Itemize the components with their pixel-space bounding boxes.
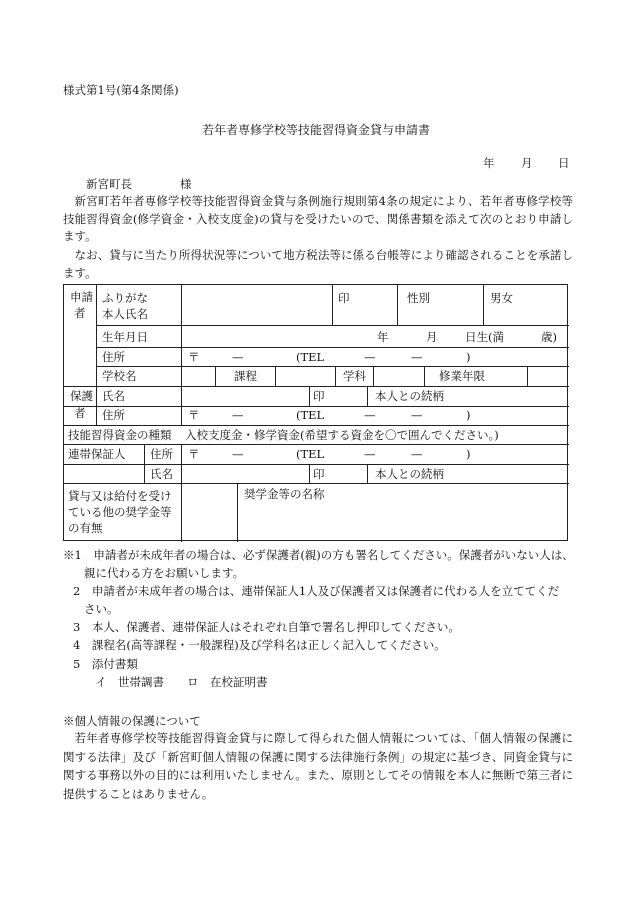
guardian-tel-dash-1: — (364, 408, 376, 422)
application-form-table (63, 284, 568, 541)
privacy-body: 若年者専修学校等技能習得資金貸与に際して得られた個人情報については、「個人情報の保護に関する法律」及び「新宮町個人情報の保護に関する法律施行条例」の規定に基づき、同資金貸与に関する事務以外の目的には利用いたしません。また、原則としてその情報を本人に無断で第三者に提供することはありません。 (63, 731, 573, 801)
date-year-label: 年 (483, 156, 495, 170)
gender-value: 男女 (490, 291, 513, 305)
note-5: 5 添付書類 (73, 657, 138, 671)
note-2-line-2: さい。 (84, 602, 119, 616)
guarantor-address-label: 住所 (150, 447, 173, 461)
note-3: 3 本人、保護者、連帯保証人はそれぞれ自筆で署名し押印してください。 (73, 620, 460, 634)
guardian-label-2: 者 (74, 406, 86, 420)
furigana-label: ふりがな (102, 291, 148, 305)
guarantor-tel-open: (TEL (296, 447, 325, 461)
tel-open: (TEL (296, 350, 325, 364)
guardian-name-label: 氏名 (102, 389, 125, 403)
age-unit-label: 歳) (541, 330, 557, 344)
course-label: 課程 (234, 369, 257, 383)
note-1-line-1: ※1 申請者が未成年者の場合は、必ず保護者(親)の方も署名してください。保護者がいない人は、 (63, 548, 574, 562)
attachments-list: イ 世帯調書 ロ 在校証明書 (95, 675, 268, 689)
tel-close: ) (466, 350, 471, 364)
birth-year-label: 年 (377, 330, 389, 344)
birth-day-age-label: 日生(満 (465, 330, 504, 344)
guardian-relationship-label: 本人との続柄 (375, 389, 444, 403)
intro-paragraph-1: 新宮町若年者専修学校等技能習得資金貸与条例施行規則第4条の規定により、若年者専修学校等技能習得資金(修学資金・入校支度金)の貸与を受けたいので、関係書類を添えて次のとおり申請します。 (63, 194, 573, 243)
guarantor-tel-dash-2: — (411, 447, 423, 461)
applicant-seal: 印 (338, 291, 350, 305)
date-month-label: 月 (521, 156, 533, 170)
guarantor-seal: 印 (313, 467, 325, 481)
addressee: 新宮町長 (86, 177, 132, 191)
fund-type-value: 入校支度金・修学資金(希望する資金を〇で囲んでください。) (185, 428, 499, 442)
note-2-line-1: 2 申請者が未成年者の場合は、連帯保証人1人及び保護者又は保護者に代わる人を立ててくだ (73, 584, 560, 598)
guardian-postal-mark-icon: 〒 (188, 408, 200, 422)
addressee-honorific: 様 (180, 177, 192, 191)
guarantor-postal-mark-icon: 〒 (188, 447, 200, 461)
tel-dash-2: — (411, 350, 423, 364)
guarantor-name-label: 氏名 (150, 467, 173, 481)
department-label: 学科 (343, 369, 366, 383)
other-scholarship-label: 貸与又は給付を受けている他の奨学金等の有無 (68, 489, 172, 535)
guarantor-tel-close: ) (466, 447, 471, 461)
privacy-heading: ※個人情報の保護について (63, 714, 201, 728)
birth-month-label: 月 (426, 330, 438, 344)
intro-paragraph-2: なお、貸与に当たり所得状況等について地方税法等に係る台帳等により確認されることを承諾します。 (63, 248, 573, 280)
applicant-address-label: 住所 (102, 350, 125, 364)
tel-dash-1: — (364, 350, 376, 364)
guardian-seal: 印 (313, 389, 325, 403)
guardian-tel-close: ) (466, 408, 471, 422)
guardian-tel-open: (TEL (296, 408, 325, 422)
applicant-label-1: 申請 (70, 290, 93, 304)
fund-type-label: 技能習得資金の種類 (68, 428, 172, 442)
gender-label: 性別 (407, 291, 430, 305)
applicant-label-2: 者 (74, 306, 86, 320)
study-years-label: 修業年限 (439, 369, 485, 383)
form-number: 様式第1号(第4条関係) (63, 83, 179, 97)
guarantor-label: 連帯保証人 (68, 447, 126, 461)
birthdate-label: 生年月日 (102, 330, 148, 344)
name-label: 本人氏名 (102, 307, 148, 321)
guarantor-tel-dash-1: — (364, 447, 376, 461)
postal-dash: — (232, 350, 244, 364)
scholarship-name-label: 奨学金等の名称 (244, 487, 325, 501)
guardian-label-1: 保護 (70, 389, 93, 403)
guarantor-relationship-label: 本人との続柄 (375, 467, 444, 481)
date-day-label: 日 (558, 156, 570, 170)
postal-mark-icon: 〒 (188, 350, 200, 364)
guardian-postal-dash: — (232, 408, 244, 422)
note-1-line-2: 親に代わる方をお願いします。 (84, 566, 245, 580)
guardian-tel-dash-2: — (411, 408, 423, 422)
school-label: 学校名 (102, 369, 137, 383)
note-4: 4 課程名(高等課程・一般課程)及び学科名は正しく記入してください。 (73, 638, 446, 652)
page-title: 若年者専修学校等技能習得資金貸与申請書 (202, 123, 431, 137)
guarantor-postal-dash: — (232, 447, 244, 461)
guardian-address-label: 住所 (102, 408, 125, 422)
